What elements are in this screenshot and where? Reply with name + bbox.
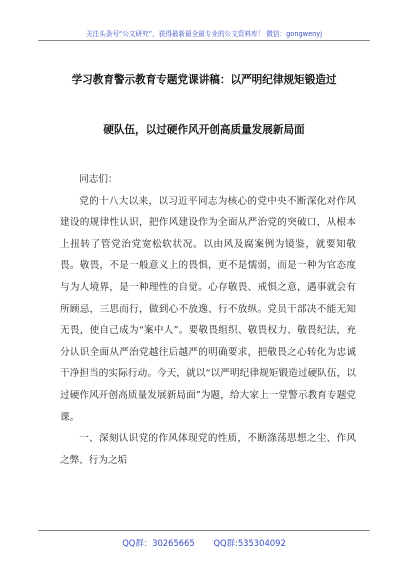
footer-divider (38, 530, 370, 531)
footer-qq-group-2: QQ群:535304092 (213, 538, 286, 548)
body-paragraph-1: 党的十八大以来，以习近平同志为核心的党中央不断深化对作风建设的规律性认识，把作风建设作为全面从严治党的突破口，从根本上扭转了管党治党宽松软状况。以由风及腐案例为镜鉴，就要知敬畏。敬畏，不是一般意义上的畏惧，更不是懦弱，而是一种为官态度与为人境界，是一种理性的自觉。心存敬畏、戒惧之意，遇事就会有所顾忌，三思而行，做到心不放逸、行不放纵。党员干部决不能无知无畏，使自己成为“案中人”。要敬畏组织、敬畏权力、敬畏纪法，充分认识全面从严治党越往后越严的明确要求，把敬畏之心转化为忠诚干净担当的实际行动。今天，就以“以严明纪律规矩锻造过硬队伍，以过硬作风开创高质量发展新局面”为题，给大家上一堂警示教育专题党课。 (60, 195, 356, 423)
header-divider (38, 40, 370, 41)
document-body (60, 169, 356, 471)
document-title-line-2: 硬队伍，以过硬作风开创高质量发展新局面 (103, 124, 305, 136)
footer-qq-group-1: QQ群：30265665 (122, 538, 195, 548)
page-header-promo: 关注头条号“公文研究”，获得最新最全最专业的公文资料库！ 微信：gongwenyj (85, 30, 323, 38)
page-footer (0, 537, 408, 549)
document-title-line-1: 学习教育警示教育专题党课讲稿：以严明纪律规矩锻造过 (71, 74, 337, 86)
salutation: 同志们： (79, 174, 118, 185)
section-heading-1: 一、深刻认识党的作风体现党的性质，不断涤荡思想之尘、作风之弊、行为之垢 (60, 433, 356, 466)
